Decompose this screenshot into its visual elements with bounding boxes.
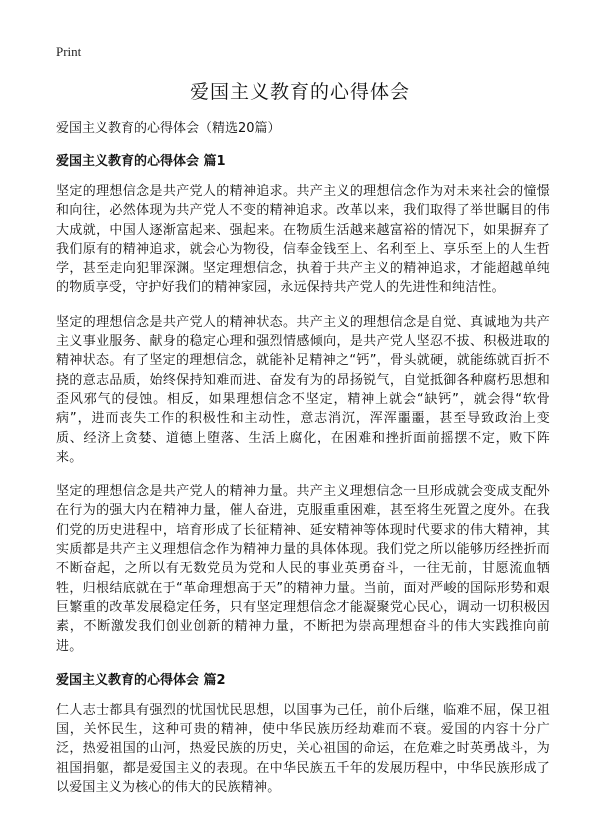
document-subtitle: 爱国主义教育的心得体会（精选20篇） — [56, 121, 281, 136]
section-2-paragraph-1: 仁人志士都具有强烈的忧国忧民思想，以国事为己任，前仆后继，临难不屈，保卫祖国，关怀民生，这种可贵的精神，使中华民族历经劫难而不衰。爱国的内容十分广泛，热爱祖国的山河，热爱民族的历史，关心祖国的命运，在危难之时英勇战斗，为祖国捐躯，都是爱国主义的表现。在中华民族五千年的发展历程中，中华民族形成了以爱国主义为核心的伟大的民族精神。 — [56, 702, 550, 796]
document-body — [56, 119, 550, 812]
document-title: 爱国主义教育的心得体会 — [189, 81, 410, 103]
section-heading-2: 爱国主义教育的心得体会 篇2 — [56, 672, 226, 688]
section-heading-1: 爱国主义教育的心得体会 篇1 — [56, 154, 226, 169]
section-1-paragraph-3: 坚定的理想信念是共产党人的精神力量。共产主义理想信念一旦形成就会变成支配外在行为的强大内在精神力量，催人奋进，克服重重困难，甚至将生死置之度外。在我们党的历史进程中，培育形成了长征精神、延安精神等体现时代要求的伟大精神，其实质都是共产主义理想信念作为精神力量的具体体现。我们党之所以能够历经挫折而不断奋起，之所以有无数党员为党和人民的事业英勇奋斗，一往无前，甘愿流血牺牲，归根结底就在于“革命理想高于天”的精神力量。当前，面对严峻的国际形势和艰巨繁重的改革发展稳定任务，只有坚定理想信念才能凝聚党心民心，调动一切积极因素，不断激发我们创业创新的精神力量，不断把为崇高理想奋斗的伟大实践推向前进。 — [56, 484, 550, 654]
print-link[interactable]: Print — [56, 44, 82, 59]
section-1-paragraph-1: 坚定的理想信念是共产党人的精神追求。共产主义的理想信念作为对未来社会的憧憬和向往，必然体现为共产党人不变的精神追求。改革以来，我们取得了举世瞩目的伟大成就，中国人逐渐富起来、强起来。在物质生活越来越富裕的情况下，如果摒弃了我们原有的精神追求，就会心为物役，信奉金钱至上、名利至上、享乐至上的人生哲学，甚至走向犯罪深渊。坚定理想信念，执着于共产主义的精神追求，才能超越单纯的物质享受，守护好我们的精神家园，永远保持共产党人的先进性和纯洁性。 — [56, 184, 550, 296]
section-1-paragraph-2: 坚定的理想信念是共产党人的精神状态。共产主义的理想信念是自觉、真诚地为共产主义事业服务、献身的稳定心理和强烈情感倾向，是共产党人坚忍不拔、积极进取的精神状态。有了坚定的理想信念，就能补足精神之“钙”，骨头就硬，就能练就百折不挠的意志品质，始终保持知难而进、奋发有为的昂扬锐气，自觉抵御各种腐朽思想和歪风邪气的侵蚀。相反，如果理想信念不坚定，精神上就会“缺钙”，就会得“软骨病”，进而丧失工作的积极性和主动性，意志消沉，浑浑噩噩，甚至导致政治上变质、经济上贪婪、道德上堕落、生活上腐化，在困难和挫折面前摇摆不定，败下阵来。 — [56, 314, 550, 465]
